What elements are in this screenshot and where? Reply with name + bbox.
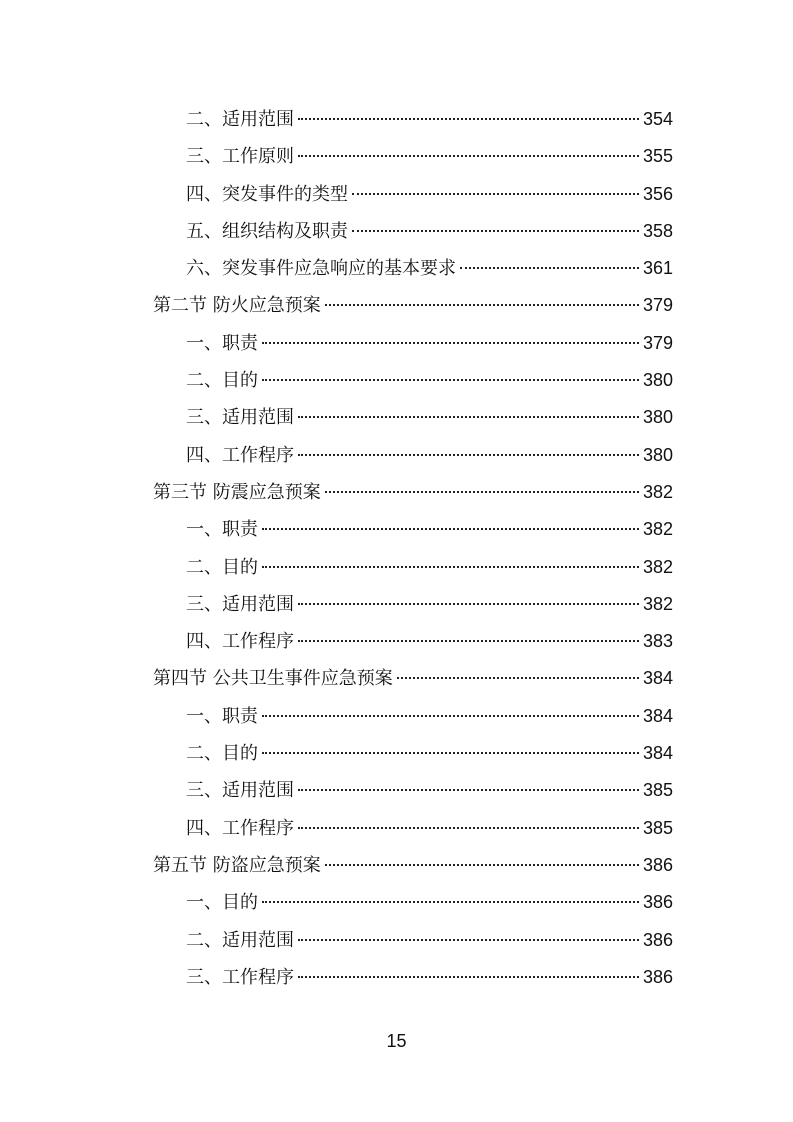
- dot-leader: [298, 416, 639, 418]
- dot-leader: [262, 752, 639, 754]
- toc-entry-page: 382: [642, 481, 673, 502]
- toc-entry-label: 第四节 公共卫生事件应急预案: [153, 668, 393, 690]
- toc-entry-label: 一、职责: [186, 332, 258, 354]
- toc-entry-page: 379: [642, 295, 673, 316]
- toc-subentry[interactable]: [153, 922, 673, 959]
- toc-entry-label: 第二节 防火应急预案: [153, 295, 321, 317]
- toc-entry-page: 382: [642, 593, 673, 614]
- toc-entry-page: 386: [642, 892, 673, 913]
- toc-subentry[interactable]: [153, 213, 673, 250]
- toc-section-entry[interactable]: [153, 847, 673, 884]
- toc-entry-page: 380: [642, 407, 673, 428]
- toc-entry-page: 380: [642, 444, 673, 465]
- table-of-contents: [153, 101, 673, 996]
- toc-section-entry[interactable]: [153, 660, 673, 697]
- toc-subentry[interactable]: [153, 101, 673, 138]
- toc-entry-label: 三、工作原则: [186, 146, 294, 168]
- toc-entry-page: 356: [642, 183, 673, 204]
- toc-entry-page: 383: [642, 631, 673, 652]
- toc-entry-page: 384: [642, 705, 673, 726]
- dot-leader: [397, 677, 639, 679]
- toc-entry-label: 三、适用范围: [186, 593, 294, 615]
- toc-subentry[interactable]: [153, 549, 673, 586]
- toc-entry-label: 五、组织结构及职责: [186, 220, 348, 242]
- toc-subentry[interactable]: [153, 437, 673, 474]
- toc-entry-label: 一、职责: [186, 705, 258, 727]
- toc-entry-page: 379: [642, 332, 673, 353]
- toc-subentry[interactable]: [153, 511, 673, 548]
- toc-entry-page: 386: [642, 966, 673, 987]
- dot-leader: [262, 528, 639, 530]
- dot-leader: [298, 118, 639, 120]
- toc-entry-page: 385: [642, 817, 673, 838]
- toc-section-entry[interactable]: [153, 474, 673, 511]
- dot-leader: [352, 230, 639, 232]
- dot-leader: [262, 342, 639, 344]
- page-number: 15: [386, 1031, 407, 1051]
- toc-entry-page: 380: [642, 370, 673, 391]
- toc-subentry[interactable]: [153, 362, 673, 399]
- toc-entry-label: 二、目的: [186, 556, 258, 578]
- toc-entry-label: 一、目的: [186, 892, 258, 914]
- toc-subentry[interactable]: [153, 138, 673, 175]
- toc-entry-label: 二、目的: [186, 743, 258, 765]
- toc-entry-page: 382: [642, 519, 673, 540]
- dot-leader: [325, 304, 639, 306]
- toc-entry-label: 二、适用范围: [186, 929, 294, 951]
- toc-entry-label: 四、工作程序: [186, 444, 294, 466]
- toc-entry-page: 384: [642, 668, 673, 689]
- dot-leader: [298, 939, 639, 941]
- toc-entry-label: 第三节 防震应急预案: [153, 481, 321, 503]
- dot-leader: [298, 640, 639, 642]
- dot-leader: [298, 603, 639, 605]
- toc-subentry[interactable]: [153, 176, 673, 213]
- toc-subentry[interactable]: [153, 810, 673, 847]
- toc-subentry[interactable]: [153, 698, 673, 735]
- toc-entry-label: 四、突发事件的类型: [186, 183, 348, 205]
- toc-entry-page: 384: [642, 743, 673, 764]
- toc-subentry[interactable]: [153, 735, 673, 772]
- toc-entry-label: 六、突发事件应急响应的基本要求: [186, 258, 456, 280]
- dot-leader: [352, 193, 639, 195]
- dot-leader: [262, 566, 639, 568]
- toc-entry-label: 四、工作程序: [186, 817, 294, 839]
- toc-entry-page: 386: [642, 929, 673, 950]
- toc-entry-label: 三、适用范围: [186, 780, 294, 802]
- toc-subentry[interactable]: [153, 884, 673, 921]
- toc-entry-page: 386: [642, 854, 673, 875]
- toc-entry-label: 四、工作程序: [186, 631, 294, 653]
- toc-subentry[interactable]: [153, 586, 673, 623]
- dot-leader: [262, 379, 639, 381]
- toc-entry-page: 361: [642, 258, 673, 279]
- toc-entry-page: 385: [642, 780, 673, 801]
- dot-leader: [460, 267, 639, 269]
- toc-entry-page: 355: [642, 146, 673, 167]
- toc-entry-page: 354: [642, 109, 673, 129]
- toc-subentry[interactable]: [153, 325, 673, 362]
- dot-leader: [298, 155, 639, 157]
- dot-leader: [325, 864, 639, 866]
- toc-section-entry[interactable]: [153, 287, 673, 324]
- toc-subentry[interactable]: [153, 959, 673, 996]
- toc-subentry[interactable]: [153, 399, 673, 436]
- toc-entry-label: 一、职责: [186, 519, 258, 541]
- dot-leader: [298, 827, 639, 829]
- toc-subentry[interactable]: [153, 772, 673, 809]
- toc-entry-label: 第五节 防盗应急预案: [153, 854, 321, 876]
- toc-entry-label: 二、适用范围: [186, 109, 294, 130]
- toc-subentry[interactable]: [153, 623, 673, 660]
- toc-entry-page: 358: [642, 220, 673, 241]
- dot-leader: [262, 901, 639, 903]
- toc-subentry[interactable]: [153, 250, 673, 287]
- toc-entry-label: 三、工作程序: [186, 966, 294, 988]
- toc-entry-label: 二、目的: [186, 370, 258, 392]
- toc-entry-page: 382: [642, 556, 673, 577]
- dot-leader: [262, 715, 639, 717]
- toc-entry-label: 三、适用范围: [186, 407, 294, 429]
- dot-leader: [298, 976, 639, 978]
- dot-leader: [298, 454, 639, 456]
- dot-leader: [298, 789, 639, 791]
- dot-leader: [325, 491, 639, 493]
